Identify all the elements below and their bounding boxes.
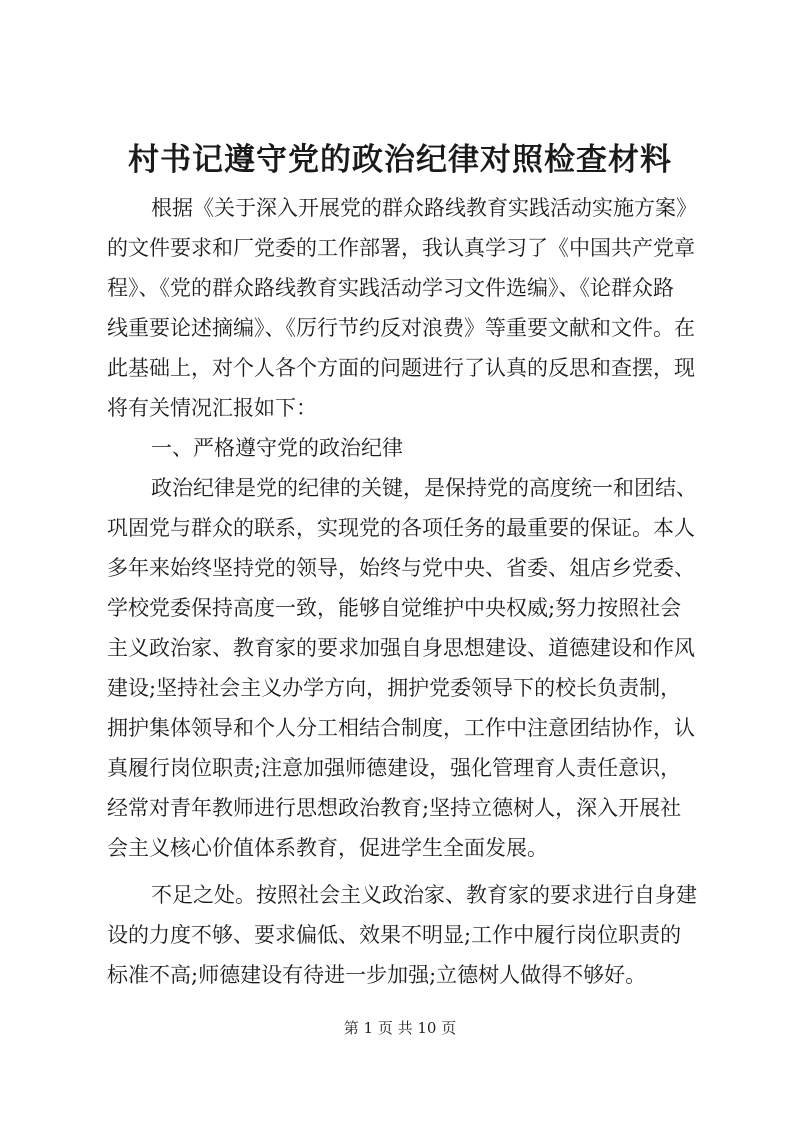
paragraph-line: 学校党委保持高度一致，能够自觉维护中央权威;努力按照社会: [107, 596, 682, 620]
paragraph-line: 真履行岗位职责;注意加强师德建设，强化管理育人责任意识，: [107, 756, 682, 780]
paragraph-line: 设的力度不够、要求偏低、效果不明显;工作中履行岗位职责的: [107, 923, 682, 947]
paragraph-line: 线重要论述摘编》、《厉行节约反对浪费》等重要文献和文件。在: [107, 316, 695, 340]
document-title: 村书记遵守党的政治纪律对照检查材料: [128, 142, 672, 178]
page-number-footer: 第 1 页 共 10 页: [343, 1019, 457, 1037]
paragraph-line: 会主义核心价值体系教育，促进学生全面发展。: [107, 836, 548, 860]
paragraph-line: 多年来始终坚持党的领导，始终与党中央、省委、俎店乡党委、: [107, 556, 695, 580]
paragraph-line: 不足之处。按照社会主义政治家、教育家的要求进行自身建: [151, 883, 697, 907]
paragraph-line: 政治纪律是党的纪律的关键，是保持党的高度统一和团结、: [151, 476, 697, 500]
paragraph-line: 程》、《党的群众路线教育实践活动学习文件选编》、《论群众路: [107, 276, 674, 300]
paragraph-line: 将有关情况汇报如下：: [107, 396, 317, 420]
paragraph-line: 的文件要求和厂党委的工作部署，我认真学习了《中国共产党章: [107, 236, 695, 260]
section-heading: 一、严格遵守党的政治纪律: [151, 436, 403, 460]
paragraph-line: 建设;坚持社会主义办学方向，拥护党委领导下的校长负责制，: [107, 676, 682, 700]
paragraph-line: 标准不高;师德建设有待进一步加强;立德树人做得不够好。: [107, 963, 647, 987]
paragraph-line: 拥护集体领导和个人分工相结合制度，工作中注意团结协作，认: [107, 716, 695, 740]
paragraph-line: 主义政治家、教育家的要求加强自身思想建设、道德建设和作风: [107, 636, 695, 660]
paragraph-line: 根据《关于深入开展党的群众路线教育实践活动实施方案》: [151, 196, 697, 220]
document-body: [107, 188, 699, 995]
paragraph-line: 经常对青年教师进行思想政治教育;坚持立德树人，深入开展社: [107, 796, 682, 820]
paragraph-line: 此基础上，对个人各个方面的问题进行了认真的反思和查摆，现: [107, 356, 695, 380]
paragraph-line: 巩固党与群众的联系，实现党的各项任务的最重要的保证。本人: [107, 516, 695, 540]
